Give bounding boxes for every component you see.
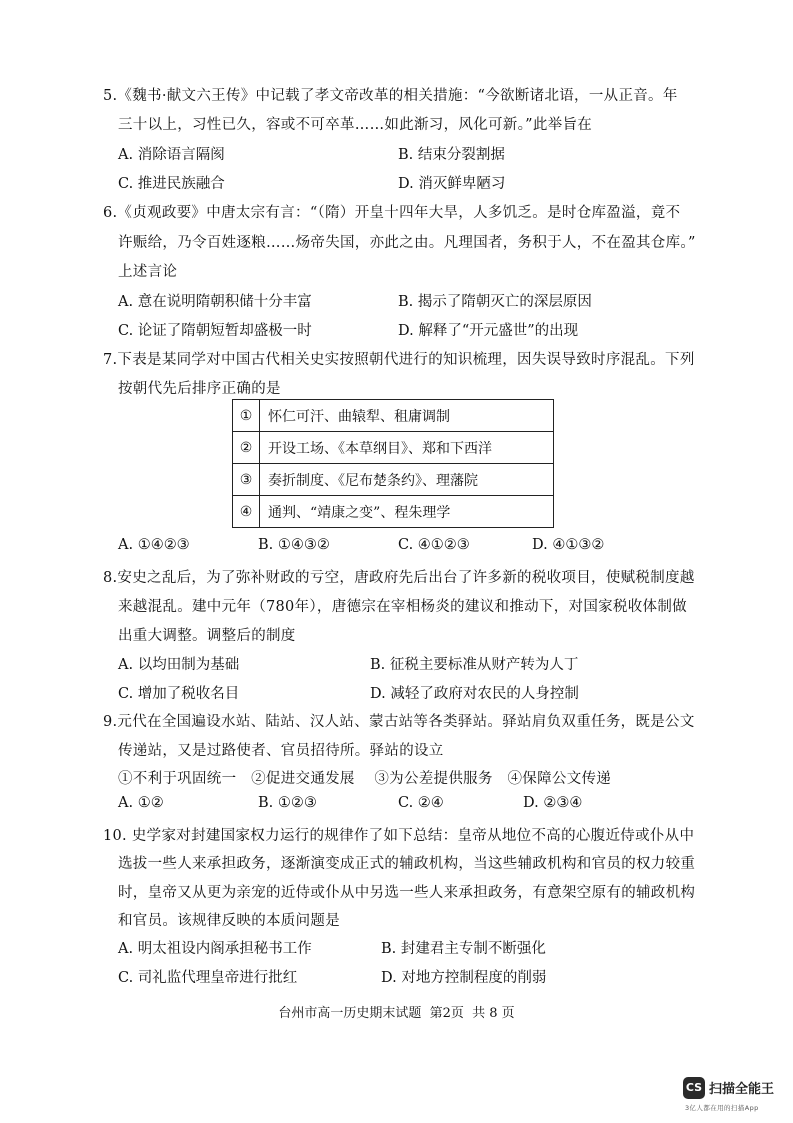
table-row [233,464,554,496]
q10-option-d: D. 对地方控制程度的削弱 [381,970,547,986]
q10-stem-line-2: 选拔一些人来承担政务，逐渐演变成正式的辅政机构，当这些辅政机构和官员的权力较重 [118,856,696,872]
q7-option-c: C. ④①②③ [398,537,470,553]
q10-stem-line-3: 时，皇帝又从更为亲宠的近侍或仆从中另选一些人来承担政务，有意架空原有的辅政机构 [118,885,696,901]
q5-stem-line-1: 5.《魏书·献文六王传》中记载了孝文帝改革的相关措施：“今欲断诸北语，一从正音。年 [103,88,678,104]
table-cell-num: ③ [233,464,260,496]
table-row [233,432,554,464]
q8-stem-line-2: 来越混乱。建中元年（780年），唐德宗在宰相杨炎的建议和推动下，对国家税收体制做 [118,599,687,615]
scanner-watermark [683,1077,789,1113]
q9-stem-line-2: 传递站，又是过路使者、官员招待所。驿站的设立 [118,743,444,759]
q5-option-b: B. 结束分裂割据 [398,147,505,163]
q8-option-b: B. 征税主要标准从财产转为人丁 [370,657,579,673]
q10-stem-line-1: 10. 史学家对封建国家权力运行的规律作了如下总结：皇帝从地位不高的心腹近侍或仆从中 [103,828,695,844]
table-cell-text: 奏折制度、《尼布楚条约》、理藩院 [260,464,554,496]
q9-option-c: C. ②④ [398,795,444,811]
q10-option-a: A. 明太祖设内阁承担秘书工作 [118,941,312,957]
table-cell-num: ② [233,432,260,464]
q9-option-d: D. ②③④ [523,795,583,811]
q7-stem-line-2: 按朝代先后排序正确的是 [118,381,281,397]
q10-option-c: C. 司礼监代理皇帝进行批红 [118,970,298,986]
q8-option-a: A. 以均田制为基础 [118,657,240,673]
camscanner-logo-icon: CS [683,1077,705,1099]
q7-option-d: D. ④①③② [532,537,605,553]
table-cell-num: ① [233,400,260,432]
q6-option-c: C. 论证了隋朝短暂却盛极一时 [118,323,312,339]
q6-option-b: B. 揭示了隋朝灭亡的深层原因 [398,294,592,310]
q5-option-c: C. 推进民族融合 [118,176,225,192]
table-cell-text: 怀仁可汗、曲辕犁、租庸调制 [260,400,554,432]
q8-option-d: D. 减轻了政府对农民的人身控制 [370,686,579,702]
q6-option-d: D. 解释了“开元盛世”的出现 [398,323,579,339]
table-cell-text: 开设工场、《本草纲目》、郑和下西洋 [260,432,554,464]
watermark-title: 扫描全能王 [709,1082,775,1097]
q7-option-b: B. ①④③② [258,537,330,553]
q6-option-a: A. 意在说明隋朝积储十分丰富 [118,294,312,310]
q7-table [232,399,554,528]
watermark-subtitle: 3亿人都在用的扫描App [685,1104,759,1112]
q6-stem-line-2: 许赈给，乃令百姓逐粮……炀帝失国，亦此之由。凡理国者，务积于人，不在盈其仓库。” [118,235,696,251]
q9-statements: ①不利于巩固统一 ②促进交通发展 ③为公差提供服务 ④保障公文传递 [118,771,612,787]
q8-option-c: C. 增加了税收名目 [118,686,240,702]
q5-stem-line-2: 三十以上，习性已久，容或不可卒革……如此渐习，风化可新。”此举旨在 [118,117,593,133]
q5-option-d: D. 消灭鲜卑陋习 [398,176,506,192]
q10-option-b: B. 封建君主专制不断强化 [381,941,546,957]
table-cell-num: ④ [233,496,260,528]
q8-stem-line-3: 出重大调整。调整后的制度 [118,628,296,644]
q9-option-b: B. ①②③ [258,795,317,811]
table-row [233,496,554,528]
q9-option-a: A. ①② [118,795,164,811]
table-cell-text: 通判、“靖康之变”、程朱理学 [260,496,554,528]
q9-stem-line-1: 9.元代在全国遍设水站、陆站、汉人站、蒙古站等各类驿站。驿站肩负双重任务，既是公文 [103,714,695,730]
q7-stem-line-1: 7.下表是某同学对中国古代相关史实按照朝代进行的知识梳理，因失误导致时序混乱。下列 [103,352,695,368]
q7-option-a: A. ①④②③ [118,537,190,553]
q5-option-a: A. 消除语言隔阂 [118,147,225,163]
q10-stem-line-4: 和官员。该规律反映的本质问题是 [118,913,340,929]
q8-stem-line-1: 8.安史之乱后，为了弥补财政的亏空，唐政府先后出台了许多新的税收项目，使赋税制度越 [103,570,695,586]
page-footer: 台州市高一历史期末试题 第2页 共 8 页 [278,1006,515,1021]
table-row [233,400,554,432]
q6-stem-line-1: 6.《贞观政要》中唐太宗有言：“（隋）开皇十四年大旱，人多饥乏。是时仓库盈溢，竟不 [103,205,681,221]
q6-stem-line-3: 上述言论 [118,264,178,280]
